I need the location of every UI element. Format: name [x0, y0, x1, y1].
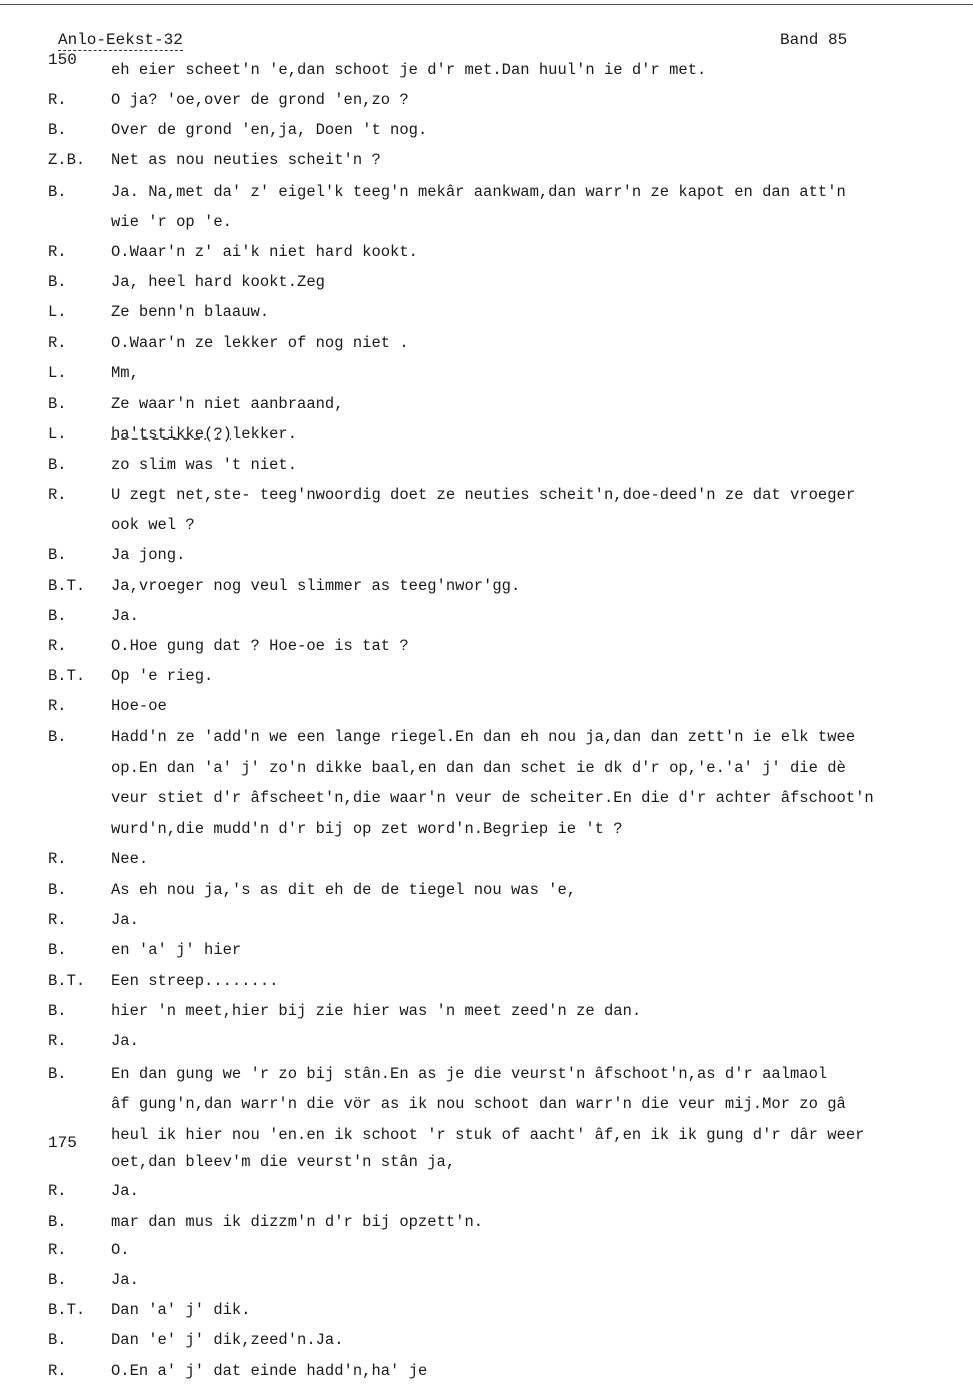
speaker-label: B.	[48, 1065, 67, 1083]
utterance-text: Ze benn'n blaauw.	[111, 303, 270, 321]
utterance-text: O ja? 'oe,over de grond 'en,zo ?	[111, 91, 409, 109]
speaker-label: L.	[48, 364, 67, 382]
utterance-text: Ja.	[111, 1271, 139, 1289]
utterance-text: en 'a' j' hier	[111, 941, 242, 959]
utterance-text: wie 'r op 'e.	[111, 213, 232, 231]
utterance-text: mar dan mus ik dizzm'n d'r bij opzett'n.	[111, 1213, 484, 1231]
utterance-text: zo slim was 't niet.	[111, 456, 298, 474]
utterance-text: op.En dan 'a' j' zo'n dikke baal,en dan dan schet ie dk d'r op,'e.'a' j' die dè	[111, 759, 846, 777]
utterance-text: Een streep........	[111, 972, 279, 990]
speaker-label: R.	[48, 486, 67, 504]
speaker-label: R.	[48, 1182, 67, 1200]
speaker-label: R.	[48, 334, 67, 352]
utterance-text: eh eier scheet'n 'e,dan schoot je d'r met.Dan huul'n ie d'r met.	[111, 61, 707, 79]
utterance-text: As eh nou ja,'s as dit eh de de tiegel nou was 'e,	[111, 881, 577, 899]
speaker-label: R.	[48, 1032, 67, 1050]
utterance-text: Ze waar'n niet aanbraand,	[111, 395, 344, 413]
speaker-label: B.	[48, 1213, 67, 1231]
utterance-text: hier 'n meet,hier bij zie hier was 'n meet zeed'n ze dan.	[111, 1002, 642, 1020]
utterance-text: O.	[111, 1241, 130, 1259]
speaker-label: B.	[48, 607, 67, 625]
utterance-text: U zegt net,ste- teeg'nwoordig doet ze neuties scheit'n,doe-deed'n ze dat vroeger	[111, 486, 856, 504]
utterance-text: oet,dan bleev'm die veurst'n stân ja,	[111, 1153, 456, 1171]
speaker-label: B.	[48, 546, 67, 564]
utterance-text: Net as nou neuties scheit'n ?	[111, 151, 381, 169]
utterance-text: O.Hoe gung dat ? Hoe-oe is tat ?	[111, 637, 409, 655]
utterance-text: Hoe-oe	[111, 697, 167, 715]
speaker-label: R.	[48, 1241, 67, 1259]
utterance-text: Ja.	[111, 911, 139, 929]
speaker-label: B.	[48, 1271, 67, 1289]
speaker-label: R.	[48, 911, 67, 929]
speaker-label: B.	[48, 183, 67, 201]
utterance-text: ook wel ?	[111, 516, 195, 534]
utterance-text: Nee.	[111, 850, 149, 868]
speaker-label: B.	[48, 728, 67, 746]
speaker-label: B.	[48, 395, 67, 413]
utterance-text: Mm,	[111, 364, 139, 382]
speaker-label: B.T.	[48, 577, 86, 595]
utterance-text: Ja.	[111, 1182, 139, 1200]
speaker-label: R.	[48, 697, 67, 715]
utterance-text: veur stiet d'r âfscheet'n,die waar'n veur de scheiter.En die d'r achter âfschoot'n	[111, 789, 874, 807]
utterance-text: Ja,vroeger nog veul slimmer as teeg'nwor'gg.	[111, 577, 521, 595]
speaker-label: B.	[48, 1331, 67, 1349]
speaker-label: B.	[48, 881, 67, 899]
utterance-text: En dan gung we 'r zo bij stân.En as je die veurst'n âfschoot'n,as d'r aalmaol	[111, 1065, 828, 1083]
utterance-text: Op 'e rieg.	[111, 667, 214, 685]
speaker-label: B.	[48, 941, 67, 959]
document-reference: Anlo-Eekst-32	[58, 31, 183, 49]
utterance-text: wurd'n,die mudd'n d'r bij op zet word'n.Begriep ie 't ?	[111, 820, 623, 838]
speaker-label: B.	[48, 456, 67, 474]
speaker-label: B.	[48, 273, 67, 291]
utterance-text: O.Waar'n ze lekker of nog niet .	[111, 334, 409, 352]
speaker-label: B.T.	[48, 667, 86, 685]
utterance-text: O.Waar'n z' ai'k niet hard kookt.	[111, 243, 418, 261]
utterance-text: Ja, heel hard kookt.Zeg	[111, 273, 325, 291]
speaker-label: R.	[48, 91, 67, 109]
line-number: 150	[48, 51, 77, 69]
utterance-text: ha'tstikke(?)lekker.	[111, 425, 298, 443]
speaker-label: B.	[48, 121, 67, 139]
speaker-label: B.T.	[48, 1301, 86, 1319]
utterance-text: Ja jong.	[111, 546, 186, 564]
utterance-text: Ja.	[111, 607, 139, 625]
speaker-label: Z.B.	[48, 151, 86, 169]
speaker-label: B.	[48, 1002, 67, 1020]
speaker-label: B.T.	[48, 972, 86, 990]
utterance-text: Ja.	[111, 1032, 139, 1050]
utterance-text: Dan 'e' j' dik,zeed'n.Ja.	[111, 1331, 344, 1349]
utterance-text: Hadd'n ze 'add'n we een lange riegel.En dan eh nou ja,dan dan zett'n ie elk twee	[111, 728, 856, 746]
utterance-text: Ja. Na,met da' z' eigel'k teeg'n mekâr aankwam,dan warr'n ze kapot en dan att'n	[111, 183, 846, 201]
utterance-text: heul ik hier nou 'en.en ik schoot 'r stuk of aacht' âf,en ik ik gung d'r dâr weer	[111, 1126, 865, 1144]
speaker-label: R.	[48, 1362, 67, 1380]
utterance-text: âf gung'n,dan warr'n die vör as ik nou schoot dan warr'n die veur mij.Mor zo gâ	[111, 1095, 846, 1113]
speaker-label: R.	[48, 243, 67, 261]
top-rule	[0, 4, 973, 5]
line-number: 175	[48, 1134, 77, 1152]
speaker-label: R.	[48, 637, 67, 655]
utterance-text: Dan 'a' j' dik.	[111, 1301, 251, 1319]
speaker-label: R.	[48, 850, 67, 868]
utterance-text: Over de grond 'en,ja, Doen 't nog.	[111, 121, 428, 139]
speaker-label: L.	[48, 303, 67, 321]
speaker-label: L.	[48, 425, 67, 443]
utterance-text: O.En a' j' dat einde hadd'n,ha' je	[111, 1362, 428, 1380]
tape-number: Band 85	[780, 31, 848, 49]
